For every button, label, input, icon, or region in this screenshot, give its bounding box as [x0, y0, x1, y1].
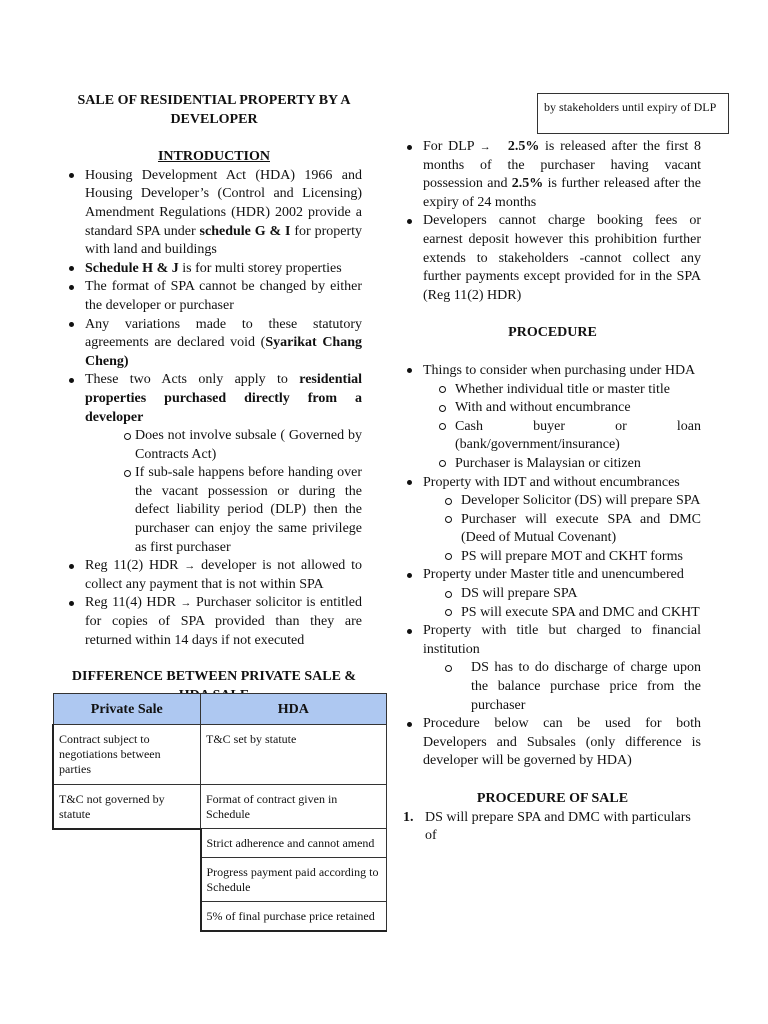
table-row — [53, 902, 386, 931]
title-line-1: SALE OF RESIDENTIAL PROPERTY BY A — [77, 93, 351, 108]
sub-item: Purchaser is Malaysian or citizen — [439, 455, 701, 474]
intro-item-text: is for multi storey properties — [178, 260, 342, 276]
procedure-item-text: Things to consider when purchasing under HDA — [423, 362, 696, 378]
table-cell-empty — [53, 902, 201, 931]
dlp-list — [404, 138, 701, 305]
procedure-sublist — [439, 381, 701, 474]
intro-item-text: Housing Development Act (HDA) 1966 and Housing Developer’s (Control and Licensing) Amendment Regulations (HDR) 2002 provide a standard SPA under — [85, 167, 362, 239]
intro-item-bold: residential properties purchased directly from a developer — [85, 372, 362, 425]
intro-item-bold: schedule G & I — [199, 223, 291, 239]
acts-apply-sublist — [123, 427, 362, 557]
sub-item: PS will execute SPA and DMC and CKHT — [445, 604, 701, 623]
difference-heading-line-1: DIFFERENCE BETWEEN PRIVATE SALE & — [71, 669, 357, 685]
intro-item-acts-apply — [66, 371, 362, 557]
sub-item: Cash buyer or loan (bank/government/insurance) — [439, 418, 701, 455]
sub-item-dlp: If sub-sale happens before handing over the vacant possession or during the defect liability period (DLP) then the purchaser can enjoy the same privilege as first purchaser — [123, 464, 362, 557]
intro-item-format — [66, 278, 362, 315]
sale-step-1 — [400, 809, 701, 846]
table-cell: T&C not governed by statute — [53, 785, 201, 829]
intro-item-bold: Schedule H & J — [85, 260, 179, 276]
dlp-item-bold: 2.5% — [507, 139, 540, 154]
dlp-item-text: is released after the first 8 months of the purchaser having vacant possession and — [423, 139, 701, 192]
procedure-item-idt — [404, 474, 701, 567]
table-cell: Progress payment paid according to Schedule — [201, 858, 387, 902]
intro-item-reg-11-4 — [66, 594, 362, 650]
table-cell: T&C set by statute — [201, 725, 387, 785]
title-line-2: DEVELOPER — [170, 111, 258, 127]
dlp-item-text: For DLP — [423, 139, 480, 154]
table-cell-empty — [53, 829, 201, 858]
procedure-of-sale-heading: PROCEDURE OF SALE — [476, 791, 629, 806]
procedure-item-text: Property with title but charged to financial institution — [423, 623, 701, 657]
intro-item-bold: Syarikat Chang Cheng) — [85, 335, 362, 369]
intro-item-text: developer is not allowed to collect any payment that is not within SPA — [85, 558, 362, 592]
dlp-item-text: is further released after the expiry of 24 months — [423, 176, 701, 210]
intro-item-text: These two Acts only apply to — [85, 372, 300, 388]
table-row — [53, 858, 386, 902]
intro-item-text: Reg 11(2) HDR — [85, 558, 185, 574]
procedure-sublist — [445, 659, 701, 715]
intro-item-reg-11-2 — [66, 557, 362, 594]
table-header-hda: HDA — [201, 694, 387, 725]
procedure-sublist — [445, 492, 701, 566]
sub-item: Whether individual title or master title — [439, 381, 701, 400]
sub-item: Developer Solicitor (DS) will prepare SPA — [445, 492, 701, 511]
intro-item-text: Any variations made to these statutory agreements are declared void ( — [85, 316, 362, 351]
introduction-heading — [66, 148, 362, 167]
step-text: DS will prepare SPA and DMC with particulars of — [425, 809, 691, 844]
table-row — [53, 785, 386, 829]
intro-item-variations — [66, 316, 362, 372]
introduction-list — [66, 167, 362, 650]
right-column — [404, 138, 701, 846]
intro-item-text: Purchaser solicitor is entitled for copies of SPA provided than they are returned within 14 days if not executed — [85, 595, 362, 648]
dlp-text-box: by stakeholders until expiry of DLP — [537, 93, 729, 134]
procedure-item-charged — [404, 622, 701, 715]
arrow-icon: → — [184, 560, 196, 573]
procedure-item-both: Procedure below can be used for both Developers and Subsales (only difference is developer will be governed by HDA) — [404, 715, 701, 771]
arrow-icon: → — [180, 597, 192, 610]
procedure-item-consider — [404, 362, 701, 474]
sub-item: DS will prepare SPA — [445, 585, 701, 604]
sub-item: PS will prepare MOT and CKHT forms — [445, 548, 701, 567]
procedure-heading: PROCEDURE — [508, 325, 597, 341]
table-cell-empty — [53, 858, 201, 902]
sub-item: Purchaser will execute SPA and DMC (Deed of Mutual Covenant) — [445, 511, 701, 548]
table-cell: Format of contract given in Schedule — [201, 785, 387, 829]
dlp-item-booking-fees: Developers cannot charge booking fees or earnest deposit however this prohibition further extends to stakeholders -cannot collect any further payments except provided for in the SPA (Reg 11(2) HDR) — [404, 212, 701, 305]
step-number: 1. — [403, 809, 414, 825]
document-title — [66, 92, 362, 129]
left-column — [66, 92, 362, 705]
procedure-list — [404, 362, 701, 771]
introduction-heading-text: INTRODUCTION — [157, 149, 270, 165]
arrow-icon: → — [479, 141, 491, 153]
table-row — [53, 725, 386, 785]
sub-item-subsale: Does not involve subsale ( Governed by Contracts Act) — [123, 427, 362, 464]
table-header-row — [53, 694, 386, 725]
procedure-item-master-title — [404, 566, 701, 622]
table-header-private-sale: Private Sale — [53, 694, 201, 725]
table-cell: Strict adherence and cannot amend — [201, 829, 387, 858]
table-cell: Contract subject to negotiations between parties — [53, 725, 201, 785]
procedure-sublist — [445, 585, 701, 622]
intro-item-schedule-hj — [66, 260, 362, 279]
table-cell: 5% of final purchase price retained — [201, 902, 387, 931]
procedure-item-text: Property with IDT and without encumbrances — [423, 474, 680, 490]
intro-item-text: for property with land and buildings — [85, 223, 362, 258]
dlp-item-bold: 2.5% — [511, 176, 544, 192]
intro-item-text: Reg 11(4) HDR — [85, 595, 181, 611]
intro-item-text: The format of SPA cannot be changed by either the developer or purchaser — [85, 279, 362, 313]
procedure-item-text: Property under Master title and unencumbered — [423, 567, 684, 583]
dlp-item-release — [404, 138, 701, 212]
sub-item: With and without encumbrance — [439, 399, 701, 418]
table-row — [53, 829, 386, 858]
intro-item-hda — [66, 167, 362, 260]
difference-table — [52, 693, 387, 932]
sub-item: DS has to do discharge of charge upon the balance purchase price from the purchaser — [445, 659, 701, 715]
